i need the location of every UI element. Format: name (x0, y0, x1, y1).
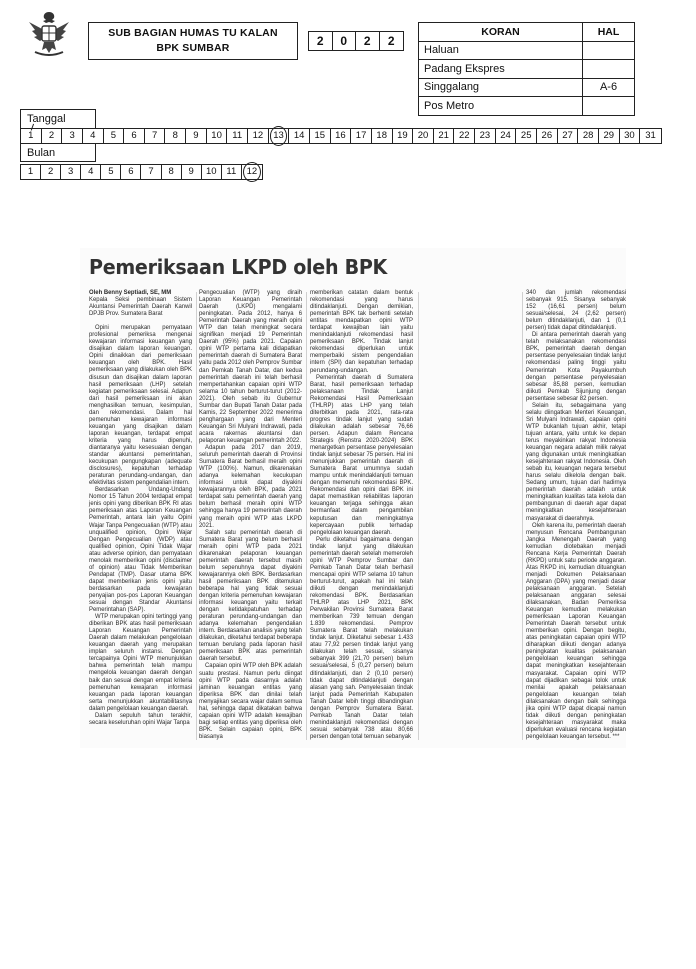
garuda-emblem (26, 8, 72, 60)
office-line-1: SUB BAGIAN HUMAS TU KALAN (108, 27, 278, 39)
newspaper-name: Padang Ekspres (419, 60, 583, 79)
byline-name: Oleh Benny Septiadi, SE, MM (89, 290, 172, 296)
hal-column-header: HAL (583, 23, 635, 42)
day-cell: 31 (645, 130, 656, 141)
article-paragraph: Di antara pemerintah daerah yang telah melaksanakan rekomendasi BPK, pemerintah daerah dengan persentase penyelesaian tindak lanjut rekomendasi paling tinggi yaitu Pemerintah Kota Payakumbuh dengan persentase penyelesaian sebesar 85,88 persen, kemudian diikuti Pemkab Sijunjung dengan persentase sebesar 82 persen. (526, 332, 626, 402)
article-paragraph: 340 dan jumlah rekomendasi sebanyak 915. Sisanya sebanyak 152 (16,61 persen) belum sesuai/selesai, 24 (2,62 persen) belum ditindaklanjuti, dan 1 (0,1 persen) tidak dapat ditindaklanjuti. (526, 290, 626, 332)
day-cell: 7 (145, 129, 166, 143)
article-paragraph: Perlu diketahui bagaimana dengan tindak lanjut yang dilakukan pemerintah daerah setelah memeroleh opini WTP Pemprov Sumbar dan Pemkab Tanah Datar telah berhasil mencapai opini WTP selama 10 tahun berturut-turut, apakah hal ini telah diikuti dengan menindaklanjuti rekomendasi BPK. Berdasarkan THLRP atas LHP 2021, BPK Perwakilan Provinsi Sumatera Barat memberikan 739 temuan dengan 1.839 rekomendasi. Pemprov Sumatera Barat telah melakukan tindak lanjut. Diketahui sebesar 1.433 atau 77,92 persen tindak lanjut yang dilakukan telah sesuai, sisanya sebanyak 399 (21,70 persen) belum sesuai/selesai, 5 (0,27 persen) belum ditindaklanjuti, dan 2 (0,10 persen) tidak dapat ditindaklanjuti dengan alasan yang sah. Penyelesaian tindak lanjut pada Pemerintah Kabupaten Tanah Datar lebih tinggi dibandingkan dengan Pemprov Sumatera Barat. Pemkab Tanah Datar telah menindaklanjuti rekomendasi dengan sesuai sebanyak 738 atau 80,66 persen dengan total temuan sebanyak (310, 536, 413, 740)
day-cell: 5 (104, 129, 125, 143)
office-header-box (88, 22, 298, 60)
column-divider (522, 292, 523, 740)
year-boxes (308, 31, 404, 51)
month-cell: 4 (81, 165, 101, 179)
day-cell: 6 (124, 129, 145, 143)
month-grid (20, 164, 263, 180)
day-cell: 3 (62, 129, 83, 143)
newspaper-page (583, 60, 635, 79)
day-cell: 20 (413, 129, 434, 143)
day-cell: 21 (434, 129, 455, 143)
day-cell: 9 (186, 129, 207, 143)
day-grid (20, 128, 662, 144)
day-cell: 25 (516, 129, 537, 143)
day-cell: 30 (620, 129, 641, 143)
column-divider (196, 292, 197, 740)
article-paragraph: Adapun pada 2017 dan 2019, seluruh pemerintah daerah di Provinsi Sumatera Barat berhasil meraih opini WTP (100%). Namun, dikarenakan adanya kelemahan kecukupan informasi untuk dapat diyakini kewajarannya oleh BPK, pada 2021 terdapat satu pemerintah daerah yang belum berhasil meraih opini WTP sehingga hanya 19 pemerintah daerah yang meraih opini WTP atas LKPD 2021. (199, 445, 302, 529)
newspaper-name: Pos Metro (419, 97, 583, 116)
day-cell: 2 (42, 129, 63, 143)
month-cell: 8 (162, 165, 182, 179)
tanggal-label: Tanggal (20, 109, 96, 129)
article-headline: Pemeriksaan LKPD oleh BPK (89, 255, 388, 279)
year-digit: 2 (356, 32, 380, 50)
article-column-4 (526, 290, 626, 741)
office-line-2: BPK SUMBAR (156, 42, 230, 54)
day-cell: 16 (331, 129, 352, 143)
column-divider (306, 292, 307, 740)
newspaper-name: Singgalang (419, 78, 583, 97)
day-cell: 1 (21, 129, 42, 143)
newspaper-page (583, 97, 635, 116)
newspaper-page: A-6 (583, 78, 635, 97)
article-paragraph: Opini merupakan pernyataan profesional pemeriksa mengenai kewajaran informasi keuangan yang disajikan dalam laporan keuangan. Opini dinaikkan dari pemeriksaan keuangan oleh BPK. Hasil pemeriksaan yang dilakukan oleh BPK disusun dan disajikan dalam laporan hasil pemeriksaan (LHP) setelah kegiatan pemeriksaan selesai. Adapun dari hasil pemeriksaan ini akan menghasilkan temuan, kesimpulan, dan rekomendasi. Dalam hal pemenuhan kewajaran informasi keuangan yang disajikan dalam laporan keuangan, terdapat empat kriteria yang harus dipenuhi, diantaranya yaitu kesesuaian dengan standar akuntansi pemerintahan, kecukupan pengungkapan (adequate disclosures), kepatuhan terhadap peraturan perundang-undangan, dan efektivitas sistem pengendalian intern. (89, 325, 192, 487)
byline-role: Kepala Seksi pembinaan Sistem Akuntansi Pemerintah Daerah Kanwil DPJB Prov. Sumatera Barat (89, 297, 192, 318)
article-paragraph: WTP merupakan opini tertinggi yang diberikan BPK atas hasil pemeriksaan Laporan Keuangan Pemerintah Daerah dalam melakukan pengelolaan keuangan daerah yang merupakan implan seluruh instansi. Dengan tercapainya Opini WTP menunjukkan bahwa pemerintah telah mampu mengelola keuangan daerah dengan baik dan sesuai dengan empat kriteria pemenuhan kewajaran informasi keuangan pada laporan keuangan serta menunjukkan akuntabilitasnya dalam pengelolaan keuangan daerah. (89, 614, 192, 712)
article-paragraph: Pemerintah daerah di Sumatera Barat, hasil pemeriksaan terhadap pelaksanaan Tindak Lanjut Rekomendasi Hasil Pemeriksaan (THLRP) atas LHP yang telah diterbitkan pada 2021, rata-rata progres tindak lanjut yang sudah dilakukan adalah sebesar 76,66 persen. Adapun dalam Rencana Strategis (Renstra 2020-2024) BPK menargetkan persentase penyelesaian tindak lanjut sebesar 75 persen. Hal ini menunjukkan pemerintah daerah di Sumatera Barat umumnya sudah mampu untuk menindaklanjuti temuan dengan memenuhi rekomendasi BPK. Rekomendasi dan opini dari BPK ini dapat memastikan reliabilitas laporan keuangan terjaga sehingga akan bermanfaat dalam pengambilan keputusan dan meningkatnya kepercayaan publik terhadap pengelolaan keuangan daerah. (310, 374, 413, 536)
article-byline (89, 290, 192, 297)
article-paragraph: memberikan catatan dalam bentuk rekomendasi yang harus ditindaklanjuti. Dengan demikian, pemerintah BPK tak berhenti setelah entitas mendapatkan opini WTP terdapat kewajiban lain yaitu menindaklanjuti rekomendasi hasil pemeriksaan BPK. Tindak lanjut rekomendasi diperlukan untuk memperbaiki sistem pengendalian intern (SPI) dan kepatuhan terhadap perundang-undangan. (310, 290, 413, 374)
month-cell: 12 (242, 165, 262, 179)
newspaper-name: Haluan (419, 41, 583, 60)
article-paragraph: Berdasarkan Undang-Undang Nomor 15 Tahun 2004 terdapat empat jenis opini yang diberikan BPK RI atas pemeriksaan atas Laporan Keuangan Pemerintah, antara lain yaitu Opini Wajar Tanpa Pengecualian (WTP) atau unqualified opinion, Opini Wajar Dengan Pengecualian (WDP) atau qualified opinion, Opini Tidak Wajar atau adverse opinion, dan pernyataan menolak memberikan opini (disclaimer of opinion) atau Tidak Memberikan Pendapat (TMP). Dasar utama BPK dapat memberikan jenis opini yaitu berdasarkan pada kewajaran penyajian pos-pos Laporan Keuangan sesuai dengan Standar Akuntansi Pemerintahan (SAP). (89, 487, 192, 614)
article-paragraph: Selain itu, sebagaimana yang selalu diingatkan Menteri Keuangan, Sri Mulyani Indrawati, capaian opini WTP bukanlah tujuan akhir, tetapi tujuan antara, yaitu untuk ke depan terus meyakinkan rakyat Indonesia keuangan negara adalah milik rakyat yang digunakan untuk meningkatkan kesejahteraan rakyat Indonesia. Oleh sebab itu, keuangan negara tersebut harus selalu dikelola dengan baik. Sedang umum, tujuan dari hadirnya pemerintah daerah adalah untuk meningkatkan kualitas tata kelola dan pembangunan di daerah agar dapat meningkatkan kesejahteraan masyarakat di daerahnya. (526, 402, 626, 522)
day-cell: 15 (310, 129, 331, 143)
day-cell: 14 (289, 129, 310, 143)
article-paragraph: Dalam sepuluh tahun terakhir, secara keseluruhan opini Wajar Tanpa (89, 712, 192, 726)
month-cell: 9 (182, 165, 202, 179)
day-cell: 10 (207, 129, 228, 143)
column-divider (418, 292, 419, 740)
day-cell: 12 (248, 129, 269, 143)
article-paragraph: Pengecualian (WTP) yang diraih Laporan Keuangan Pemerintah Daerah (LKPD) mengalami peningkatan. Pada 2012, hanya 6 Pemerintah Daerah yang meraih opini WTP dan telah meningkat secara signifikan menjadi 19 Pemerintah Daerah (95%) pada 2021. Capaian opini WTP pertama kali didapatkan pemerintah daerah di Sumatera Barat yaitu pada 2012 oleh Pemprov Sumbar dan Pemkab Tanah Datar, dan kedua pemerintah daerah ini telah berhasil mempertahankan capaian opini WTP selama 10 tahun berturut-turut (2012-2021). Oleh sebab itu Gubernur Sumbar dan Bupati Tanah Datar pada Kamis, 22 September 2022 menerima penghargaan yang dari Menteri Keuangan Sri Mulyani Indrawati, pada acara rakernas akuntansi dan pelaporan keuangan pemerintah 2022. (199, 290, 302, 444)
day-cell: 4 (83, 129, 104, 143)
day-cell: 27 (558, 129, 579, 143)
month-cell: 7 (141, 165, 161, 179)
year-digit: 0 (333, 32, 357, 50)
koran-column-header: KORAN (419, 23, 583, 42)
day-cell: 22 (454, 129, 475, 143)
day-cell: 13 (269, 129, 290, 143)
day-cell: 8 (165, 129, 186, 143)
newspaper-table (418, 22, 635, 116)
year-digit: 2 (387, 34, 395, 48)
month-cell: 1 (21, 165, 41, 179)
month-cell: 10 (202, 165, 222, 179)
day-cell: 11 (227, 129, 248, 143)
day-cell: 29 (599, 129, 620, 143)
day-cell: 19 (393, 129, 414, 143)
month-cell: 2 (41, 165, 61, 179)
month-cell: 3 (61, 165, 81, 179)
day-cell: 18 (372, 129, 393, 143)
article-paragraph: Capaian opini WTP oleh BPK adalah suatu prestasi. Namun perlu diingat opini WTP pada dasarnya adalah jaminan keuangan entitas yang diperiksa BPK dan dinilai telah menyajikan secara wajar dalam semua hal, sehingga dapat dikatakan bahwa capaian opini WTP adalah kewajiban bagi setiap entitas yang diperiksa oleh BPK. Selain capaian opini, BPK biasanya (199, 663, 302, 740)
day-cell: 24 (496, 129, 517, 143)
article-paragraph: Salah satu pemerintah daerah di Sumatera Barat yang belum berhasil meraih opini WTP pada 2021 dikarenakan pelaporan keuangan pemerintah daerah tersebut masih belum sepenuhnya dapat diyakini kewajarannya oleh BPK. Berdasarkan hasil pemeriksaan BPK ditemukan beberapa hal yang tidak sesuai dengan kriteria pemenuhan kewajaran informasi keuangan yaitu terkait dengan ketidakpatuhan terhadap peraturan perundang-undangan dan adanya kelemahan pengendalian intern. Berdasarkan analisis yang telah dilakukan, diketahui terdapat beberapa temuan berulang pada laporan hasil pemeriksaan BPK atas pemerintah daerah tersebut. (199, 529, 302, 663)
article-paragraph: Oleh karena itu, pemerintah daerah menyusun Rencana Pembangunan Jangka Menengah Daerah yang kemudian diotebakan menjadi Rencana Kerja Pemerintah Daerah (RKPD) untuk satu periode anggaran. Atas RKPD ini, kemudian dituangkan menjadi Dokumen Pelaksanaan Anggaran (DPA) yang menjadi dasar pelaksanaan anggaran. Setelah pelaksanaan anggaran selesai dilaksanakan, Badan Pemeriksa Keuangan kemudian melakukan pemeriksaan Laporan Keuangan Pemerintah Daerah tersebut untuk memberikan opini. Dengan begitu, atas peningkatan capaian opini WTP diharapkan diikuti dengan adanya peningkatan kualitas pelaksanaan pengelolaan keuangan sehingga dapat meningkatkan kesejahteraan masyarakat. Capaian opini WTP dapat dijadikan sebagai tolok untuk menilai apakah pelaksanaan pengelolaan keuangan telah dilaksanakan dengan baik sehingga jika opini WTP dapat dicapai namun tidak diikuti dengan peningkatan kesejahteraan masyarakat maka diperlukan evaluasi rencana kegiatan pengelolaan keuangan tersebut. *** (526, 522, 626, 740)
month-cell: 11 (222, 165, 242, 179)
day-cell: 17 (351, 129, 372, 143)
article-column-1 (89, 290, 192, 727)
article-column-2 (199, 290, 302, 741)
newspaper-page (583, 41, 635, 60)
month-cell: 6 (121, 165, 141, 179)
article-column-3 (310, 290, 413, 741)
month-cell: 5 (101, 165, 121, 179)
year-digit: 2 (309, 32, 333, 50)
day-cell: 23 (475, 129, 496, 143)
day-cell: 26 (537, 129, 558, 143)
day-cell: 28 (578, 129, 599, 143)
bulan-label: Bulan (20, 143, 96, 162)
